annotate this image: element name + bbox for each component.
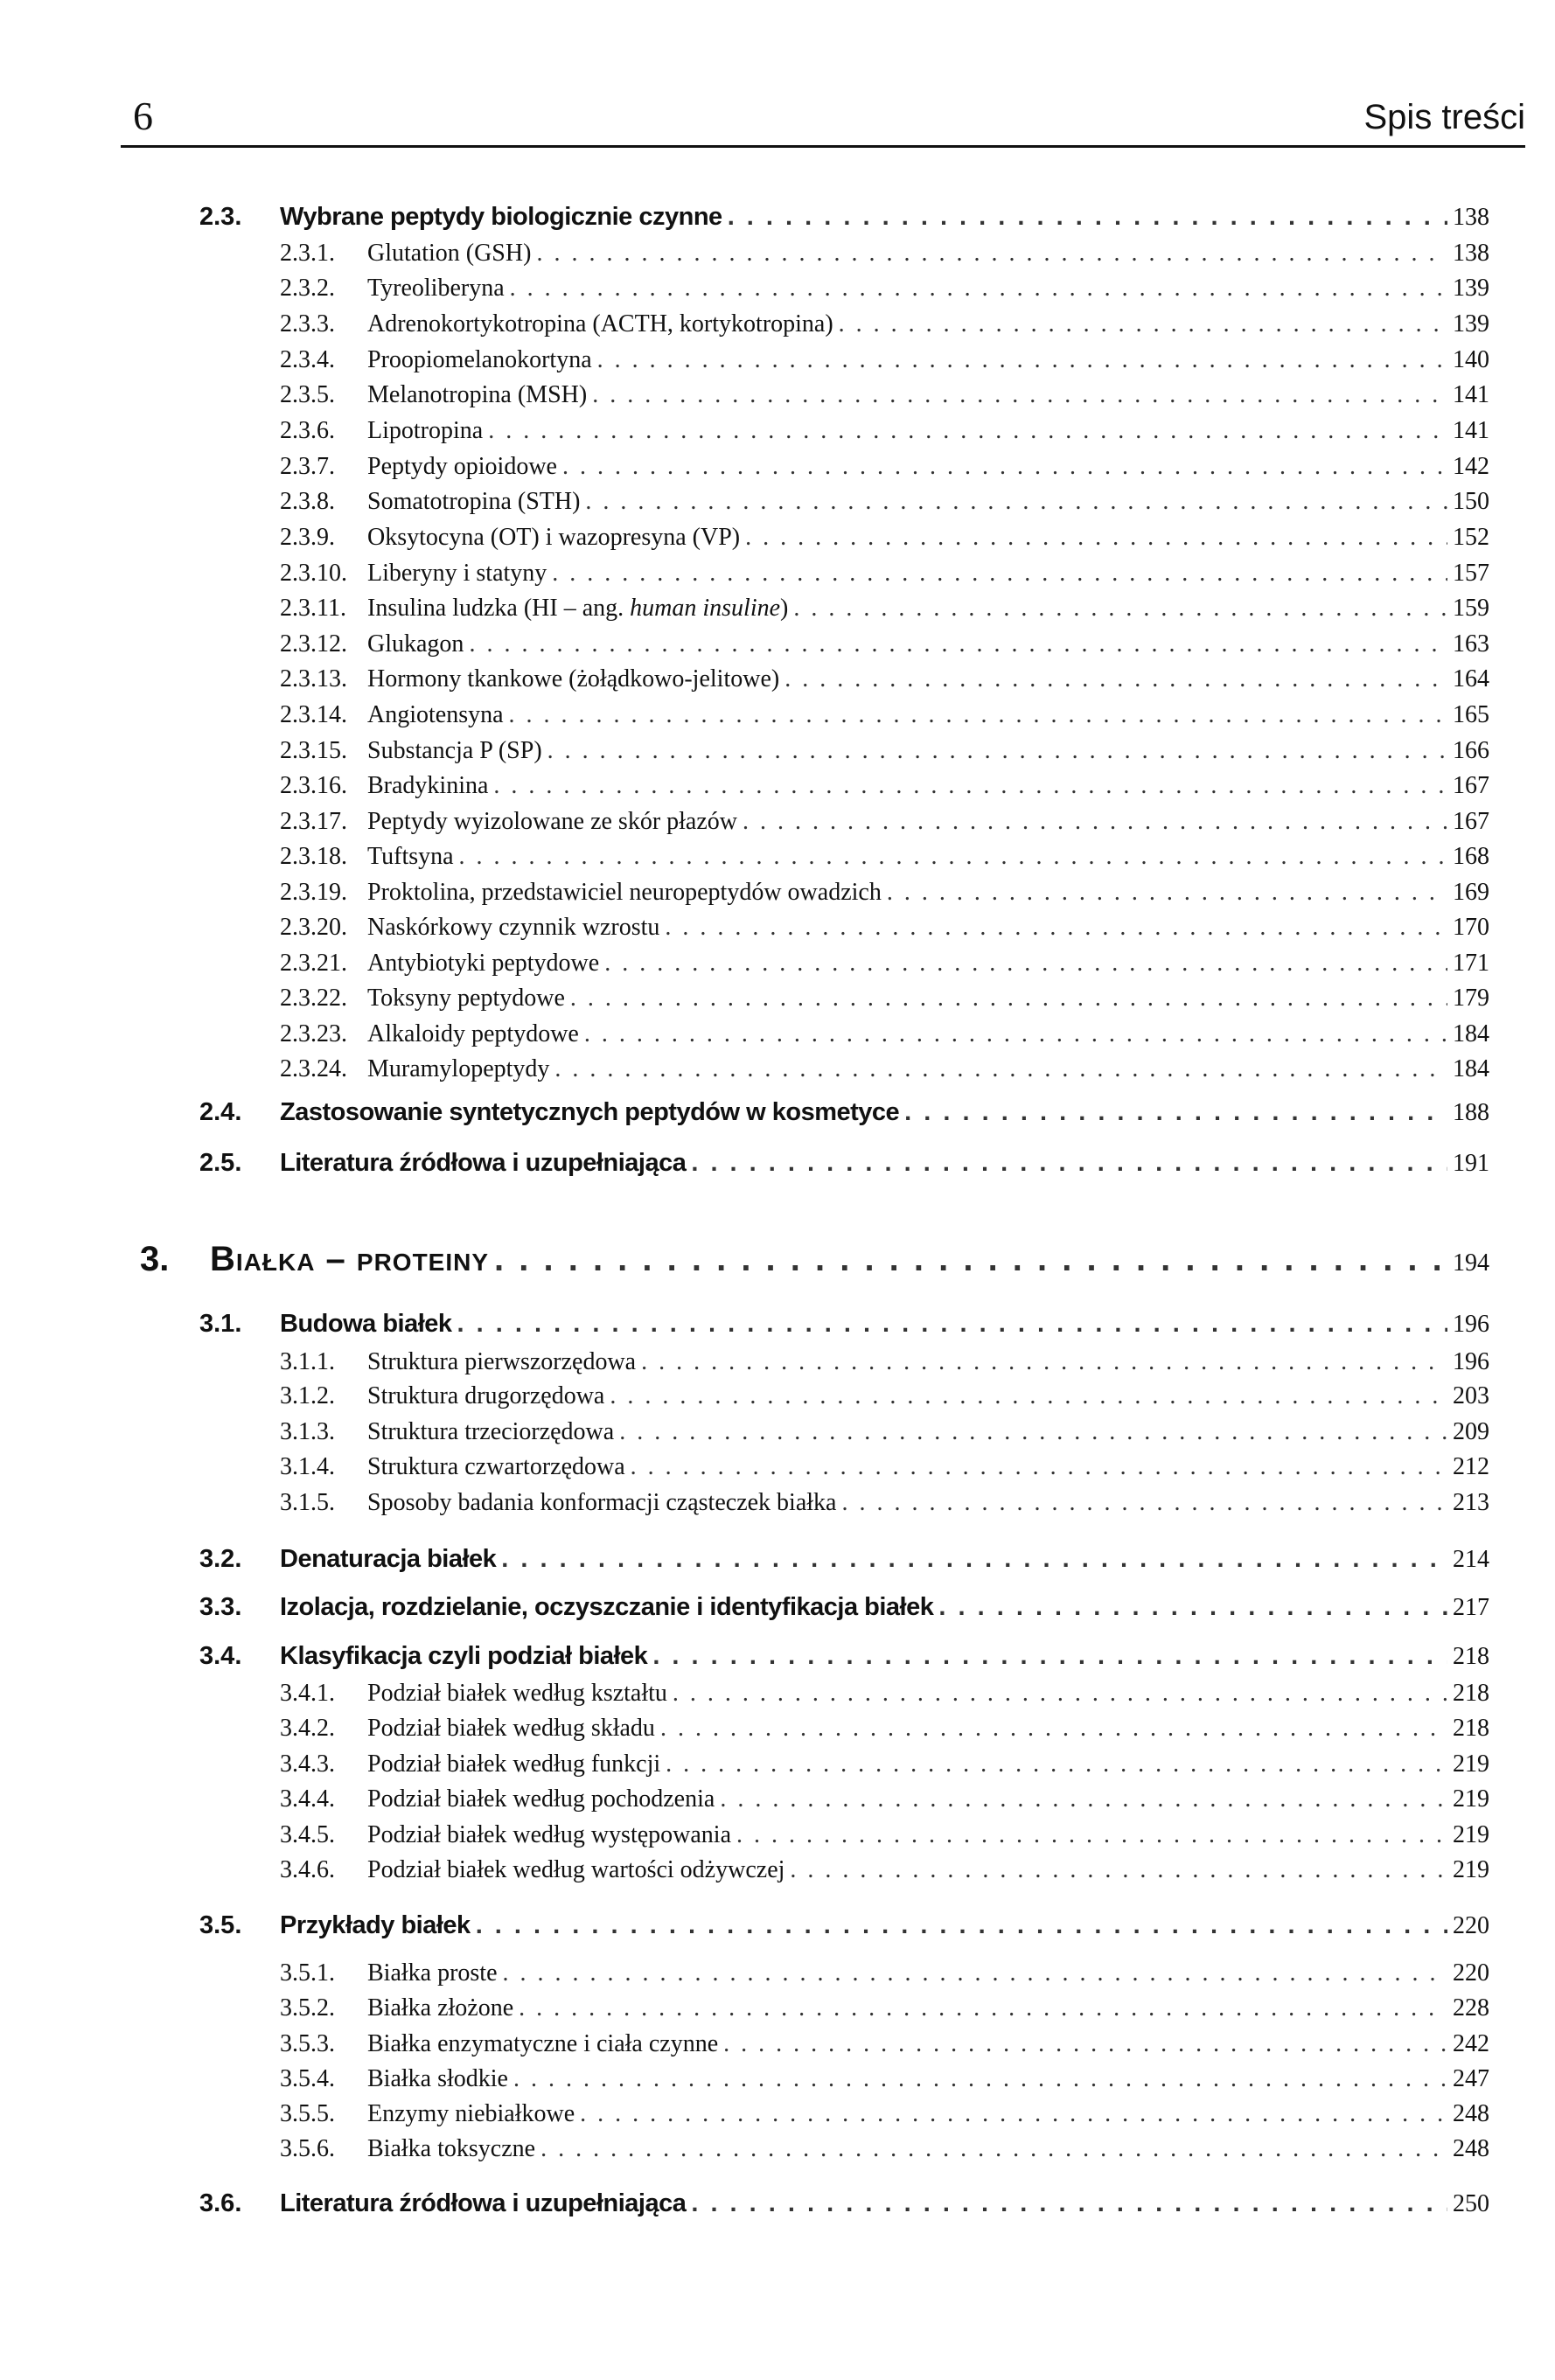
toc-entry: [280, 1994, 1489, 2022]
toc-entry: [280, 1821, 1489, 1849]
toc-entry-number: 2.3.9.: [280, 524, 335, 551]
toc-entry-page: 209: [1453, 1418, 1489, 1445]
toc-entry-title: Przykłady białek: [280, 1911, 471, 1939]
toc-entry-title: Wybrane peptydy biologicznie czynne: [280, 203, 722, 231]
toc-entry-number: 3.5.4.: [280, 2065, 335, 2092]
toc-entry-number: 3.4.4.: [280, 1785, 335, 1813]
dot-leader: [554, 1055, 1447, 1083]
toc-entry-page: 212: [1453, 1453, 1489, 1480]
toc-entry-title: Melanotropina (MSH): [367, 381, 588, 408]
toc-entry-title: Białka enzymatyczne i ciała czynne: [367, 2030, 719, 2057]
toc-entry: [199, 1310, 1489, 1339]
dot-leader: [501, 1545, 1447, 1574]
toc-entry-number: 3.5.6.: [280, 2135, 335, 2162]
dot-leader: [509, 701, 1447, 729]
toc-entry-title: Adrenokortykotropina (ACTH, kortykotropina): [367, 310, 833, 338]
toc-entry-number: 2.3.20.: [280, 914, 347, 941]
toc-entry-number: 2.3.3.: [280, 310, 335, 338]
dot-leader: [503, 1959, 1447, 1987]
toc-entry-page: 250: [1453, 2190, 1489, 2217]
toc-entry-page: 167: [1453, 772, 1489, 799]
toc-entry: [280, 2030, 1489, 2058]
toc-entry-title: Budowa białek: [280, 1310, 452, 1338]
toc-entry-title: Białka złożone: [367, 1994, 514, 2022]
toc-entry-page: 184: [1453, 1020, 1489, 1047]
toc-entry-page: 247: [1453, 2065, 1489, 2092]
toc-entry-page: 217: [1453, 1594, 1489, 1621]
toc-entry-page: 219: [1453, 1821, 1489, 1848]
toc-entry: [280, 1785, 1489, 1813]
toc-entry-number: 3.: [140, 1240, 170, 1278]
toc-entry: [280, 630, 1489, 658]
dot-leader: [938, 1593, 1447, 1622]
toc-entry-title: Glutation (GSH): [367, 240, 532, 267]
toc-entry: [199, 1911, 1489, 1940]
dot-leader: [476, 1911, 1447, 1940]
toc-entry-number: 3.5.5.: [280, 2100, 335, 2127]
toc-entry: [280, 417, 1489, 445]
toc-entry-number: 2.3.10.: [280, 560, 347, 587]
toc-entry: [199, 1593, 1489, 1622]
toc-entry-title: Enzymy niebiałkowe: [367, 2100, 575, 2127]
toc-entry-number: 3.3.: [199, 1593, 242, 1621]
toc-entry-page: 194: [1453, 1249, 1489, 1277]
toc-entry: [280, 240, 1489, 268]
toc-entry-title: Somatotropina (STH): [367, 488, 581, 515]
toc-entry-number: 2.3.2.: [280, 275, 335, 302]
dot-leader: [510, 275, 1447, 303]
dot-leader: [723, 2030, 1447, 2058]
dot-leader: [720, 1785, 1447, 1813]
toc-entry-page: 219: [1453, 1750, 1489, 1778]
toc-entry-title: Podział białek według występowania: [367, 1821, 732, 1848]
dot-leader: [584, 1020, 1447, 1048]
toc-entry-number: 2.3.18.: [280, 843, 347, 870]
toc-entry-number: 3.1.1.: [280, 1348, 335, 1375]
toc-entry-number: 2.3.11.: [280, 595, 346, 622]
toc-entry-page: 157: [1453, 560, 1489, 587]
toc-entry-page: 142: [1453, 453, 1489, 480]
toc-entry-title: Literatura źródłowa i uzupełniająca: [280, 2189, 687, 2217]
dot-leader: [652, 1642, 1447, 1671]
toc-entry-title: Zastosowanie syntetycznych peptydów w kosmetyce: [280, 1098, 900, 1126]
toc-entry-number: 3.4.1.: [280, 1680, 335, 1707]
toc-entry-page: 219: [1453, 1856, 1489, 1883]
dot-leader: [494, 1240, 1447, 1279]
dot-leader: [513, 2065, 1447, 2093]
toc-entry: [280, 1418, 1489, 1446]
toc-entry-page: 214: [1453, 1546, 1489, 1573]
toc-entry-page: 228: [1453, 1994, 1489, 2022]
dot-leader: [552, 560, 1447, 588]
toc-entry: [199, 2189, 1489, 2218]
toc-entry: [280, 524, 1489, 552]
dot-leader: [570, 985, 1447, 1013]
toc-entry: [280, 808, 1489, 836]
toc-entry-title: Izolacja, rozdzielanie, oczyszczanie i identyfikacja białek: [280, 1593, 934, 1621]
toc-entry: [280, 381, 1489, 409]
toc-entry: [199, 1545, 1489, 1574]
toc-entry-page: 166: [1453, 737, 1489, 764]
toc-entry: [280, 2135, 1489, 2163]
toc-entry-number: 3.4.3.: [280, 1750, 335, 1778]
toc-entry-page: 141: [1453, 417, 1489, 444]
toc-entry-number: 3.2.: [199, 1545, 242, 1573]
dot-leader: [691, 2189, 1447, 2218]
toc-entry-title: Białka – proteiny: [210, 1240, 490, 1278]
toc-entry-title: Klasyfikacja czyli podział białek: [280, 1642, 648, 1670]
toc-entry-page: 152: [1453, 524, 1489, 551]
dot-leader: [841, 1489, 1447, 1517]
toc-entry-number: 3.1.2.: [280, 1382, 335, 1409]
toc-entry-page: 218: [1453, 1680, 1489, 1707]
toc-entry-number: 2.3.12.: [280, 630, 347, 658]
toc-entry: [280, 950, 1489, 978]
toc-entry-title: Oksytocyna (OT) i wazopresyna (VP): [367, 524, 741, 551]
toc-entry-number: 2.3.4.: [280, 346, 335, 373]
toc-entry-number: 3.5.2.: [280, 1994, 335, 2022]
dot-leader: [641, 1348, 1447, 1376]
dot-leader: [488, 417, 1447, 445]
toc-entry-number: 3.1.4.: [280, 1453, 335, 1480]
toc-entry-page: 139: [1453, 275, 1489, 302]
toc-entry-title: Białka proste: [367, 1959, 498, 1987]
dot-leader: [736, 1821, 1447, 1849]
toc-entry-page: 139: [1453, 310, 1489, 338]
toc-entry-page: 167: [1453, 808, 1489, 835]
toc-entry-number: 2.3.1.: [280, 240, 335, 267]
dot-leader: [597, 346, 1447, 374]
toc-entry-title: Insulina ludzka (HI – ang. human insuline): [367, 595, 789, 622]
dot-leader: [459, 843, 1447, 871]
dot-leader: [691, 1149, 1447, 1178]
dot-leader: [660, 1715, 1447, 1743]
toc-entry-title: Lipotropina: [367, 417, 484, 444]
toc-entry: [280, 595, 1489, 623]
toc-entry-page: 213: [1453, 1489, 1489, 1516]
toc-entry: [280, 1382, 1489, 1410]
dot-leader: [604, 950, 1447, 978]
toc-entry: [280, 453, 1489, 481]
running-header-title: Spis treści: [1363, 98, 1525, 136]
dot-leader: [619, 1418, 1447, 1446]
header-rule: [121, 145, 1525, 148]
toc-entry-page: 165: [1453, 701, 1489, 728]
dot-leader: [790, 1856, 1447, 1884]
toc-entry-number: 3.6.: [199, 2189, 242, 2217]
toc-entry-number: 3.4.6.: [280, 1856, 335, 1883]
dot-leader: [519, 1994, 1447, 2022]
toc-entry-number: 2.3.15.: [280, 737, 347, 764]
dot-leader: [887, 879, 1447, 907]
toc-entry-page: 179: [1453, 985, 1489, 1012]
toc-entry-title: Naskórkowy czynnik wzrostu: [367, 914, 660, 941]
toc-entry-page: 168: [1453, 843, 1489, 870]
toc-entry-page: 138: [1453, 240, 1489, 267]
toc-entry-number: 2.3.5.: [280, 381, 335, 408]
toc-entry-page: 164: [1453, 665, 1489, 692]
toc-entry: [199, 1098, 1489, 1127]
toc-entry-number: 2.3.14.: [280, 701, 347, 728]
toc-entry: [199, 203, 1489, 232]
toc-entry: [280, 843, 1489, 871]
dot-leader: [540, 2135, 1447, 2163]
toc-entry-title: Muramylopeptydy: [367, 1055, 550, 1082]
toc-entry: [280, 1348, 1489, 1376]
toc-entry: [280, 2065, 1489, 2093]
toc-entry-page: 218: [1453, 1715, 1489, 1742]
dot-leader: [665, 914, 1447, 942]
toc-entry-title: Białka toksyczne: [367, 2135, 536, 2162]
toc-entry-number: 2.3.16.: [280, 772, 347, 799]
dot-leader: [631, 1453, 1447, 1481]
dot-leader: [839, 310, 1447, 338]
toc-entry-number: 2.4.: [199, 1098, 242, 1126]
dot-leader: [745, 524, 1447, 552]
dot-leader: [592, 381, 1447, 409]
dot-leader: [547, 737, 1447, 765]
toc-entry: [280, 1856, 1489, 1884]
toc-entry-page: 163: [1453, 630, 1489, 658]
toc-entry-page: 140: [1453, 346, 1489, 373]
toc-entry: [280, 560, 1489, 588]
toc-entry-number: 3.1.3.: [280, 1418, 335, 1445]
toc-entry-number: 2.3.24.: [280, 1055, 347, 1082]
toc-entry-title: Podział białek według funkcji: [367, 1750, 661, 1778]
toc-entry-page: 159: [1453, 595, 1489, 622]
toc-entry: [280, 985, 1489, 1013]
toc-entry-title: Literatura źródłowa i uzupełniająca: [280, 1149, 687, 1177]
toc-entry-title: Struktura pierwszorzędowa: [367, 1348, 637, 1375]
toc-entry-title: Struktura drugorzędowa: [367, 1382, 605, 1409]
toc-entry-title: Proopiomelanokortyna: [367, 346, 592, 373]
toc-entry-page: 171: [1453, 950, 1489, 977]
dot-leader: [743, 808, 1447, 836]
dot-leader: [585, 488, 1447, 516]
toc-entry-title: Angiotensyna: [367, 701, 504, 728]
toc-entry: [280, 275, 1489, 303]
dot-leader: [728, 203, 1447, 232]
toc-entry: [199, 1642, 1489, 1671]
toc-entry: [280, 1680, 1489, 1708]
toc-entry-title: Podział białek według pochodzenia: [367, 1785, 715, 1813]
toc-entry: [280, 1020, 1489, 1048]
toc-entry-page: 219: [1453, 1785, 1489, 1813]
toc-entry-title: Podział białek według składu: [367, 1715, 655, 1742]
toc-entry-title: Peptydy wyizolowane ze skór płazów: [367, 808, 737, 835]
dot-leader: [469, 630, 1447, 658]
toc-entry: [280, 701, 1489, 729]
toc-entry-number: 3.5.3.: [280, 2030, 335, 2057]
toc-entry-page: 218: [1453, 1643, 1489, 1670]
dot-leader: [610, 1382, 1447, 1410]
toc-entry-title: Peptydy opioidowe: [367, 453, 557, 480]
dot-leader: [562, 453, 1447, 481]
toc-entry-page: 170: [1453, 914, 1489, 941]
toc-entry-page: 138: [1453, 204, 1489, 231]
toc-entry-page: 141: [1453, 381, 1489, 408]
toc-entry-title: Antybiotyki peptydowe: [367, 950, 600, 977]
toc-entry-number: 3.1.5.: [280, 1489, 335, 1516]
toc-entry: [280, 665, 1489, 693]
toc-entry: [280, 1959, 1489, 1987]
toc-entry: [280, 914, 1489, 942]
toc-entry-page: 196: [1453, 1348, 1489, 1375]
toc-entry: [280, 1489, 1489, 1517]
toc-entry-page: 248: [1453, 2135, 1489, 2162]
toc-entry-title: Alkaloidy peptydowe: [367, 1020, 579, 1047]
toc-entry-title: Tuftsyna: [367, 843, 454, 870]
toc-entry-page: 220: [1453, 1912, 1489, 1939]
toc-entry: [280, 488, 1489, 516]
toc-entry-number: 3.4.2.: [280, 1715, 335, 1742]
toc-entry-number: 2.3.: [199, 203, 242, 231]
toc-entry-number: 2.3.17.: [280, 808, 347, 835]
dot-leader: [493, 772, 1447, 800]
toc-entry-title: Podział białek według wartości odżywczej: [367, 1856, 785, 1883]
toc-entry-number: 2.5.: [199, 1149, 242, 1177]
toc-entry: [140, 1240, 1489, 1279]
toc-entry-page: 242: [1453, 2030, 1489, 2057]
toc-entry-title: Sposoby badania konformacji cząsteczek białka: [367, 1489, 837, 1516]
toc-entry: [280, 2100, 1489, 2128]
toc-entry-number: 2.3.22.: [280, 985, 347, 1012]
toc-entry-title: Struktura czwartorzędowa: [367, 1453, 625, 1480]
page-number: 6: [133, 94, 153, 138]
toc-entry-page: 220: [1453, 1959, 1489, 1987]
toc-entry-title: Denaturacja białek: [280, 1545, 497, 1573]
toc-entry-page: 203: [1453, 1382, 1489, 1409]
dot-leader: [580, 2100, 1447, 2128]
toc-entry-number: 3.1.: [199, 1310, 242, 1338]
toc-entry: [280, 310, 1489, 338]
toc-entry-title: Toksyny peptydowe: [367, 985, 565, 1012]
toc-entry-page: 184: [1453, 1055, 1489, 1082]
toc-entry-number: 2.3.19.: [280, 879, 347, 906]
toc-entry-page: 248: [1453, 2100, 1489, 2127]
toc-entry-number: 3.4.: [199, 1642, 242, 1670]
toc-entry-number: 3.5.1.: [280, 1959, 335, 1987]
toc-entry: [280, 1453, 1489, 1481]
toc-entry-title: Struktura trzeciorzędowa: [367, 1418, 615, 1445]
toc-entry: [280, 879, 1489, 907]
toc-entry: [280, 1055, 1489, 1083]
toc-entry-page: 191: [1453, 1150, 1489, 1177]
toc-entry: [280, 772, 1489, 800]
toc-entry-title: Proktolina, przedstawiciel neuropeptydów owadzich: [367, 879, 882, 906]
dot-leader: [904, 1098, 1447, 1127]
toc-entry-title: Substancja P (SP): [367, 737, 542, 764]
toc-entry-page: 188: [1453, 1099, 1489, 1126]
toc-entry: [280, 1715, 1489, 1743]
dot-leader: [673, 1680, 1447, 1708]
toc-entry-number: 2.3.23.: [280, 1020, 347, 1047]
toc-entry-title: Glukagon: [367, 630, 464, 658]
toc-entry-title: Białka słodkie: [367, 2065, 508, 2092]
toc-entry-page: 150: [1453, 488, 1489, 515]
toc-entry-number: 3.4.5.: [280, 1821, 335, 1848]
toc-entry-title: Hormony tkankowe (żołądkowo-jelitowe): [367, 665, 780, 692]
toc-entry-number: 2.3.7.: [280, 453, 335, 480]
toc-entry-title: Tyreoliberyna: [367, 275, 505, 302]
toc-entry: [199, 1149, 1489, 1178]
dot-leader: [666, 1750, 1447, 1778]
toc-entry-title: Podział białek według kształtu: [367, 1680, 667, 1707]
toc-entry: [280, 346, 1489, 374]
toc-entry-number: 2.3.8.: [280, 488, 335, 515]
toc-entry-number: 2.3.21.: [280, 950, 347, 977]
toc-entry-number: 3.5.: [199, 1911, 242, 1939]
toc-entry: [280, 737, 1489, 765]
toc-entry-title: Bradykinina: [367, 772, 489, 799]
toc-entry-number: 2.3.6.: [280, 417, 335, 444]
dot-leader: [784, 665, 1447, 693]
dot-leader: [457, 1310, 1447, 1339]
toc-entry: [280, 1750, 1489, 1778]
dot-leader: [536, 240, 1447, 268]
dot-leader: [793, 595, 1447, 623]
toc-entry-page: 169: [1453, 879, 1489, 906]
toc-entry-number: 2.3.13.: [280, 665, 347, 692]
toc-entry-title: Liberyny i statyny: [367, 560, 547, 587]
toc-entry-page: 196: [1453, 1311, 1489, 1338]
